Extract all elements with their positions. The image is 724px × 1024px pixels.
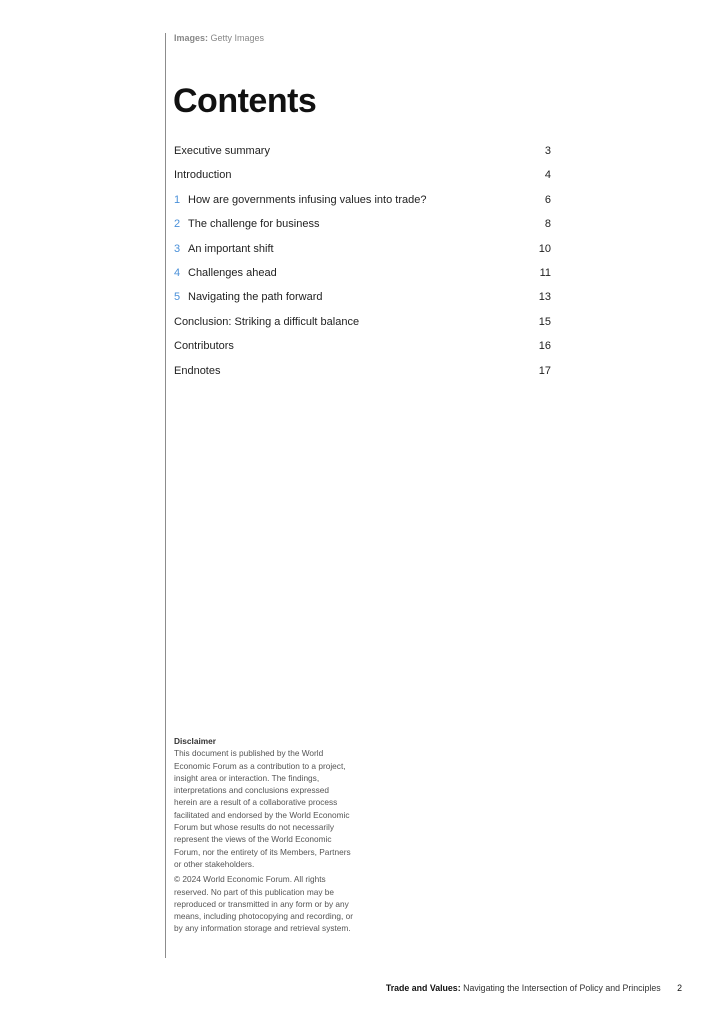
- toc-item-label: Navigating the path forward: [188, 291, 323, 304]
- toc-item-label: An important shift: [188, 242, 274, 255]
- toc-item-page: 17: [538, 364, 551, 377]
- toc-item-page: 13: [538, 291, 551, 304]
- toc-item-label: Introduction: [174, 169, 232, 182]
- toc-item-page: 6: [544, 193, 551, 206]
- image-credit-value: Getty Images: [210, 33, 265, 43]
- toc-item-executive-summary[interactable]: [174, 145, 551, 169]
- copyright-paragraph: © 2024 World Economic Forum. All rights reserved. No part of this publication may be reproduced or transmitted in any form or by any means, including photocopying and recording, or by any information storage and retrieval system.: [174, 874, 353, 934]
- page-footer: [386, 983, 682, 993]
- toc-item-number: 4: [174, 266, 181, 279]
- disclaimer-heading: Disclaimer: [174, 736, 216, 746]
- toc-item-number: 1: [174, 193, 181, 206]
- toc-item-label: Conclusion: Striking a difficult balance: [174, 315, 360, 328]
- toc-item-number: 2: [174, 218, 181, 231]
- toc-item-label: Endnotes: [174, 364, 221, 377]
- toc-item-label: Challenges ahead: [188, 266, 277, 279]
- toc-item-introduction[interactable]: [174, 169, 551, 193]
- toc-item-label: The challenge for business: [188, 218, 320, 231]
- footer-title-bold: Trade and Values:: [385, 983, 461, 993]
- toc-item-label: Executive summary: [174, 145, 270, 157]
- disclaimer: [174, 735, 354, 935]
- footer-title-rest: Navigating the Intersection of Policy and Principles: [460, 983, 661, 993]
- disclaimer-paragraph: This document is published by the World Economic Forum as a contribution to a project, insight area or interaction. The findings, interpretations and conclusions expressed herein are a result of a collaborative process facilitated and endorsed by the World Economic Forum but whose results do not necessarily represent the views of the World Economic Forum, nor the entirety of its Members, Partners or other stakeholders.: [174, 748, 351, 869]
- toc-item-label: Contributors: [174, 340, 234, 353]
- toc-item-page: 11: [539, 266, 551, 279]
- toc-item-chapter-5[interactable]: [174, 291, 551, 315]
- toc-item-endnotes[interactable]: [174, 365, 551, 389]
- image-credit: [174, 33, 264, 43]
- toc-item-page: 10: [538, 242, 551, 255]
- toc-item-number: 5: [174, 291, 181, 304]
- page-title: Contents: [173, 82, 317, 120]
- toc-item-label: How are governments infusing values into trade?: [188, 193, 427, 206]
- toc-item-page: 4: [544, 169, 551, 182]
- image-credit-label: Images:: [174, 33, 209, 43]
- toc-item-chapter-4[interactable]: [174, 267, 551, 291]
- toc-item-contributors[interactable]: [174, 340, 551, 364]
- toc-item-chapter-3[interactable]: [174, 243, 551, 267]
- toc-item-conclusion[interactable]: [174, 316, 551, 340]
- toc-item-number: 3: [174, 242, 181, 255]
- vertical-rule: [165, 33, 166, 958]
- toc-item-page: 15: [538, 315, 551, 328]
- footer-page-number: 2: [677, 983, 682, 993]
- table-of-contents: [174, 145, 551, 389]
- toc-item-page: 16: [538, 340, 551, 353]
- toc-item-page: 3: [544, 145, 551, 157]
- toc-item-chapter-2[interactable]: [174, 218, 551, 242]
- toc-item-page: 8: [544, 218, 551, 231]
- toc-item-chapter-1[interactable]: [174, 194, 551, 218]
